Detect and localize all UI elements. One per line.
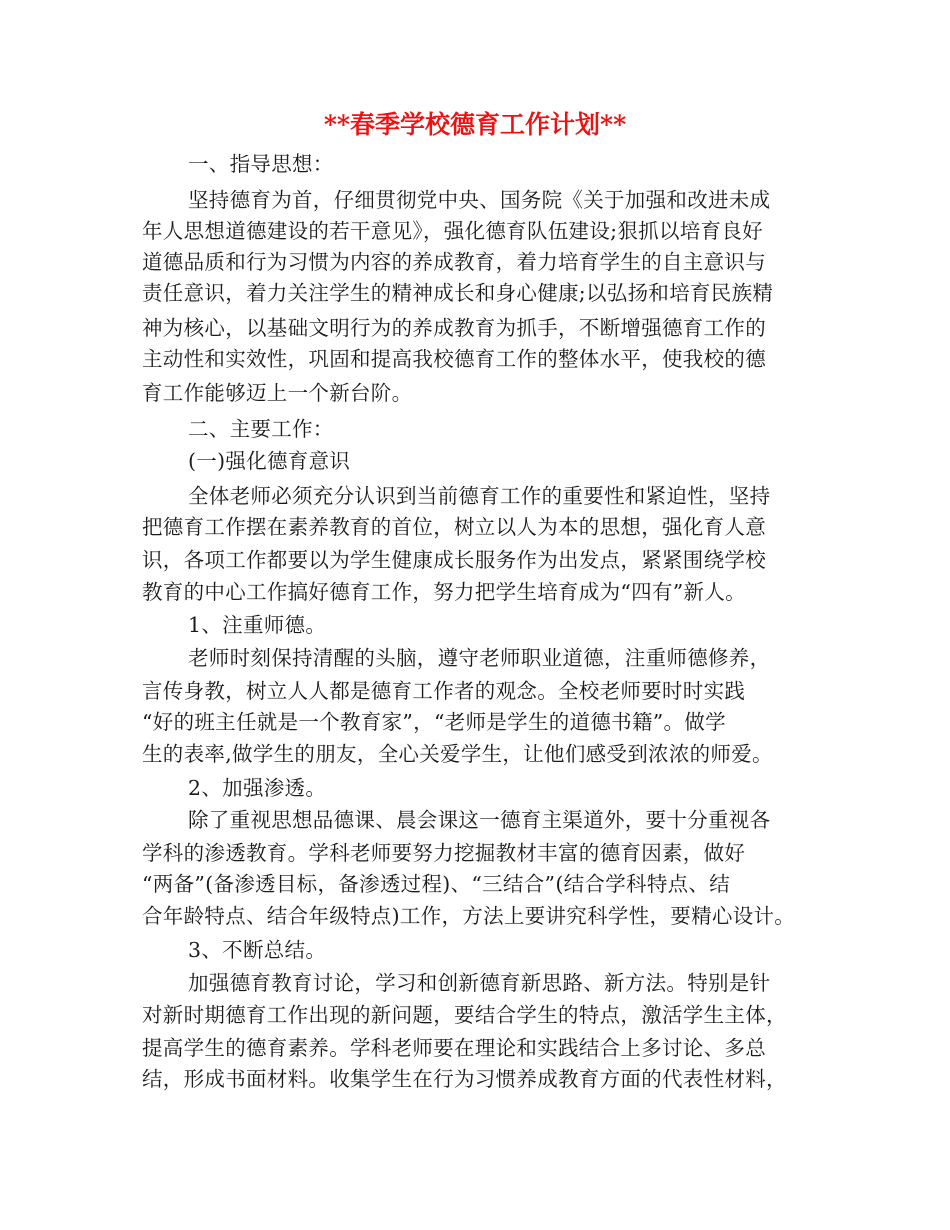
item-heading: 2、加强渗透。	[188, 776, 327, 800]
document-title: **春季学校德育工作计划**	[323, 110, 627, 139]
paragraph-line: 对新时期德育工作出现的新问题，要结合学生的特点，激活学生主体，	[142, 1003, 787, 1027]
paragraph-line: 生的表率,做学生的朋友，全心关爱学生，让他们感受到浓浓的师爱。	[142, 742, 773, 766]
paragraph-line: 坚持德育为首，仔细贯彻党中央、国务院《关于加强和改进未成	[188, 188, 771, 212]
paragraph-line: 提高学生的德育素养。学科老师要在理论和实践结合上多讨论、多总	[142, 1036, 766, 1060]
paragraph-line: 合年龄特点、结合年级特点)工作，方法上要讲究科学性，要精心设计。	[142, 904, 796, 928]
paragraph-line: 教育的中心工作搞好德育工作，努力把学生培育成为“四有”新人。	[142, 580, 746, 604]
paragraph-line: 老师时刻保持清醒的头脑，遵守老师职业道德，注重师德修养，	[188, 646, 771, 670]
paragraph-line: “两备”(备渗透目标，备渗透过程)、“三结合”(结合学科特点、结	[142, 872, 731, 896]
item-heading: 3、不断总结。	[188, 938, 327, 962]
subsection-heading: (一)强化德育意识	[188, 449, 351, 473]
paragraph-line: 加强德育教育讨论，学习和创新德育新思路、新方法。特别是针	[188, 971, 771, 995]
paragraph-line: 神为核心，以基础文明行为的养成教育为抓手，不断增强德育工作的	[142, 316, 766, 340]
paragraph-line: 识，各项工作都要以为学生健康成长服务作为出发点，紧紧围绕学校	[142, 548, 766, 572]
paragraph-line: 全体老师必须充分认识到当前德育工作的重要性和紧迫性，坚持	[188, 484, 771, 508]
paragraph-line: 育工作能够迈上一个新台阶。	[142, 381, 413, 405]
paragraph-line: 主动性和实效性，巩固和提高我校德育工作的整体水平，使我校的德	[142, 347, 766, 371]
item-heading: 1、注重师德。	[188, 613, 327, 637]
section-heading-main-work: 二、主要工作：	[188, 417, 334, 441]
paragraph-line: 道德品质和行为习惯为内容的养成教育，着力培育学生的自主意识与	[142, 250, 766, 274]
paragraph-line: 除了重视思想品德课、晨会课这一德育主渠道外，要十分重视各	[188, 808, 771, 832]
paragraph-line: 把德育工作摆在素养教育的首位，树立以人为本的思想，强化育人意	[142, 515, 766, 539]
paragraph-line: 学科的渗透教育。学科老师要努力挖掘教材丰富的德育因素，做好	[142, 841, 746, 865]
paragraph-line: 结，形成书面材料。收集学生在行为习惯养成教育方面的代表性材料，	[142, 1067, 787, 1091]
paragraph-line: 年人思想道德建设的若干意见》，强化德育队伍建设;狠抓以培育良好	[142, 219, 763, 243]
paragraph-line: 言传身教，树立人人都是德育工作者的观念。全校老师要时时实践	[142, 679, 746, 703]
section-heading-guiding-thought: 一、指导思想：	[188, 152, 334, 176]
paragraph-line: 责任意识，着力关注学生的精神成长和身心健康;以弘扬和培育民族精	[142, 281, 774, 305]
paragraph-line: “好的班主任就是一个教育家”，“老师是学生的道德书籍”。做学	[142, 710, 726, 734]
